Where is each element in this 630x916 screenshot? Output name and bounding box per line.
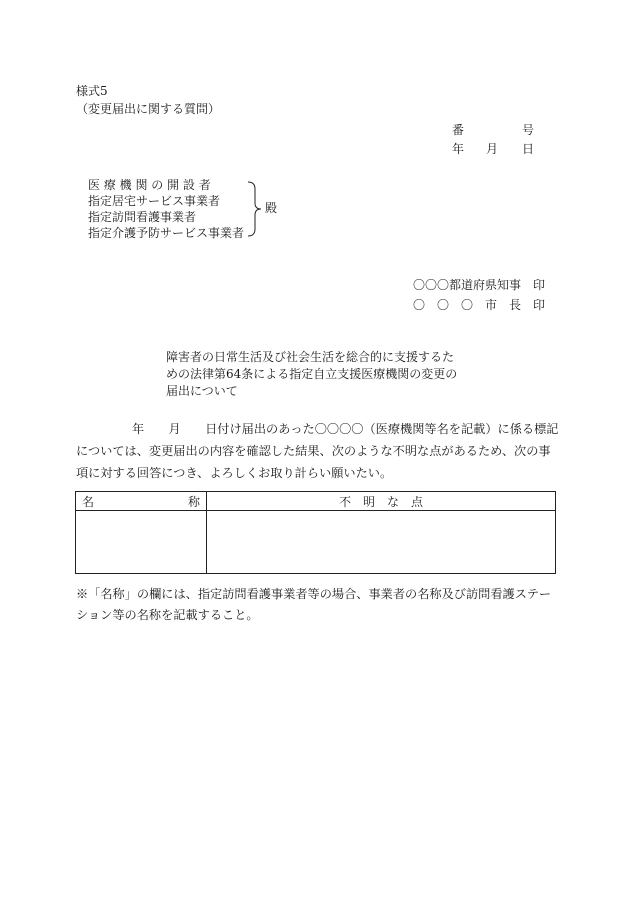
- name-header-right: 称: [187, 494, 200, 509]
- footnote: ※「名称」の欄には、指定訪問看護事業者等の場合、事業者の名称及び訪問看護ステーション等の名称を記載すること。: [76, 587, 552, 622]
- unclear-points-header: 不 明 な 点: [207, 492, 556, 511]
- body-paragraph: 年 月 日付け届出のあった〇〇〇〇（医療機関等名を記載）に係る標記については、変更届出の内容を確認した結果、次のような不明な点があるため、次の事項に対する回答につき、よろしくお取り計らい願いたい。: [76, 422, 559, 480]
- title-line-2: めの法律第64条による指定自立支援医療機関の変更の: [166, 367, 458, 381]
- ban-label: 番: [452, 123, 465, 137]
- question-table: [75, 491, 556, 574]
- name-header-left: 名: [82, 494, 95, 509]
- curly-brace-icon: [246, 181, 264, 237]
- name-header-cell: [76, 492, 207, 511]
- addressee-2: 指定居宅サービス事業者: [88, 194, 221, 208]
- table-row: [76, 511, 556, 574]
- addressee-4: 指定介護予防サービス事業者: [88, 226, 245, 240]
- form-number: 様式5: [76, 84, 108, 98]
- sender-governor: 〇〇〇都道府県知事 印: [413, 278, 546, 292]
- name-cell[interactable]: [76, 511, 207, 574]
- title-line-1: 障害者の日常生活及び社会生活を総合的に支援するた: [166, 350, 455, 364]
- title-line-3: 届出について: [166, 384, 238, 398]
- honorific: 殿: [265, 201, 278, 215]
- month-label: 月: [486, 142, 499, 156]
- addressee-1: 医 療 機 関 の 開 設 者: [88, 178, 211, 192]
- addressee-3: 指定訪問看護事業者: [88, 210, 197, 224]
- year-label: 年: [452, 142, 465, 156]
- go-label: 号: [522, 123, 535, 137]
- table-header-row: [76, 492, 556, 511]
- sender-mayor: 〇 〇 〇 市 長 印: [413, 298, 546, 312]
- day-label: 日: [522, 142, 535, 156]
- unclear-points-cell[interactable]: [207, 511, 556, 574]
- form-subtitle: （変更届出に関する質問）: [76, 102, 221, 116]
